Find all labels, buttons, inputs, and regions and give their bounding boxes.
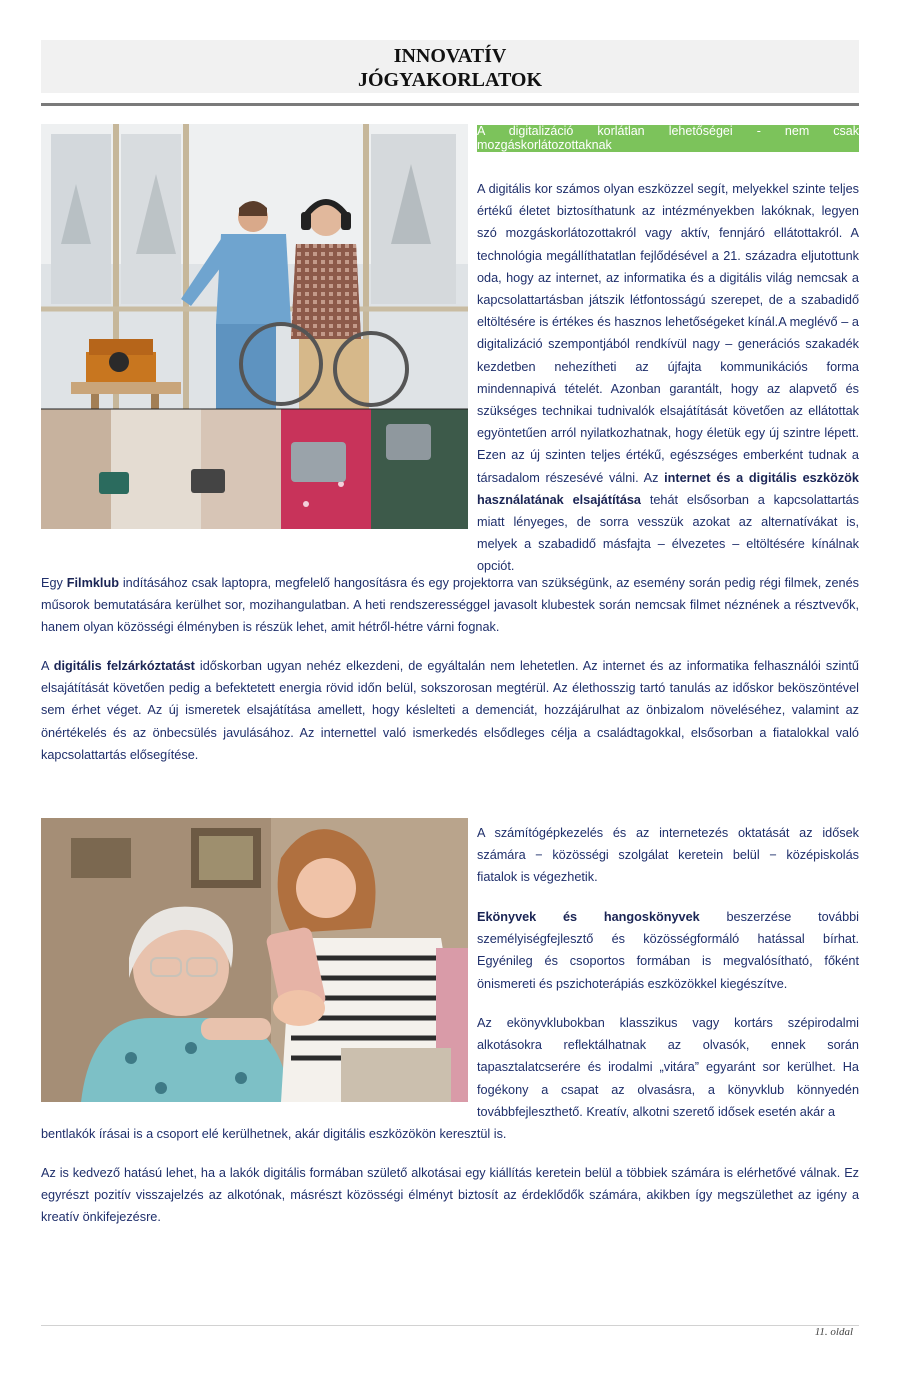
title-divider (41, 103, 859, 106)
ebooks-paragraph: Ekönyvek és hangoskönyvek beszerzése további személyiségfejlesztő és közösségformáló hatással bírhat. Egyénileg és csoportos formában is megvalósítható, főként önismereti és pszichoterápiás eszközökkel kiegészítve. (477, 910, 859, 991)
ebook-club-paragraph-continued: bentlakók írásai is a csoport elé kerülhetnek, akár digitális eszközökön keresztül is. (41, 1127, 507, 1141)
photo-grandmother-smartphone (41, 818, 468, 1102)
section-highlight-heading: A digitalizáció korlátlan lehetőségei - nem csak mozgáskorlátozottaknak (477, 124, 859, 152)
page-title-box (41, 40, 859, 93)
page-number: 11. oldal (814, 1326, 853, 1338)
footer-divider (41, 1325, 859, 1326)
photo-seniors-digital (41, 124, 468, 529)
digital-catchup-paragraph: A digitális felzárkóztatást időskorban ugyan nehéz elkezdeni, de egyáltalán nem lehetetlen. Az internet és az informatika felhasználói szintű elsajátítását követően pedig a befektetett energia rövid időn belül, sokszorosan megtérül. Az élethosszig tartó tanulás az időskor beköszöntével sem érhet véget. Az új ismeretek elsajátítása amellett, hogy késlelteti a demenciát, hozzájárulhat az önbizalom növeléséhez, valamint az önértékelés és az önbecsülés javulásához. Az internettel való ismerkedés elsődleges célja a családtagokkal, elsősorban a fiatalokkal való kapcsolattartás elősegítése. (41, 659, 859, 762)
exhibition-paragraph: Az is kedvező hatású lehet, ha a lakók digitális formában születő alkotásai egy kiállítás keretein belül a többiek számára is elérhetővé válnak. Ez egyrészt pozitív visszajelzés az alkotónak, másrészt közösségi élményt biztosít az érdeklődők számára, akikben így megszülethet az igény a kreatív önkifejezésre. (41, 1166, 859, 1225)
teaching-paragraph: A számítógépkezelés és az internetezés oktatását az idősek számára − közösségi szolgálat keretein belül − középiskolás fiatalok is végezhetik. (477, 826, 859, 885)
page-title-line-1: INNOVATÍV (393, 45, 507, 67)
page-title-line-2: JÓGYAKORLATOK (357, 69, 543, 91)
filmklub-paragraph: Egy Filmklub indításához csak laptopra, megfelelő hangosításra és egy projektorra van szükségünk, az esemény során pedig régi filmek, zenés műsorok bemutatására kerülhet sor, mozihangulatban. A heti rendszerességgel javasolt klubestek során nemcsak filmet néznének a résztvevők, hanem olyan közösségi élményben is részük lehet, amit hétről-hétre várni fognak. (41, 576, 859, 635)
ebook-club-paragraph: Az ekönyvklubokban klasszikus vagy kortárs szépirodalmi alkotásokra reflektálhatnak az olvasók, ennek során tapasztalatcserére és irodalmi „vitára” egyaránt sor kerülhet. Ha fogékony a csapat az olvasásra, a könyvklub könnyedén továbbfejleszthető. Kreatív, alkotni szerető idősek esetén akár a (477, 1016, 859, 1119)
digital-intro-paragraph: A digitális kor számos olyan eszközzel segít, melyekkel szinte teljes értékű életet biztosíthatunk az intézményekben lakóknak, legyen szó mozgáskorlátozottakról vagy aktív, fennjáró ellátottakról. A technológia megállíthatatlan fejlődésével a 21. századra eljutottunk oda, hogy az internet, az informatika és a digitális világ nemcsak a kapcsolattartásban játszik létfontosságú szerepet, de a szabadidő eltöltésére is értékes és hasznos lehetőségeket kínál.A meglévő – a digitalizáció szempontjából rendkívül nagy – generációs szakadék kezdetben nehezítheti az újfajta kommunikációs forma mindennapivá tételét. Azonban garantált, hogy az alapvető és szükséges technikai tudnivalók elsajátítását követően az ellátottak egyöntetűen arról nyilatkozhatnak, hogy életük egy új szintre lépett. Ezen az új szinten teljes értékű, egészséges emberként tudnak a társadalom részesévé válni. Az internet és a digitális eszközök használatának elsajátítása tehát elsősorban a kapcsolattartás miatt lényeges, de sorra vesszük azokat az alternatívákat is, melyek a szabadidő másfajta – élvezetes – eltöltésére kínálnak opciót. (477, 182, 859, 574)
